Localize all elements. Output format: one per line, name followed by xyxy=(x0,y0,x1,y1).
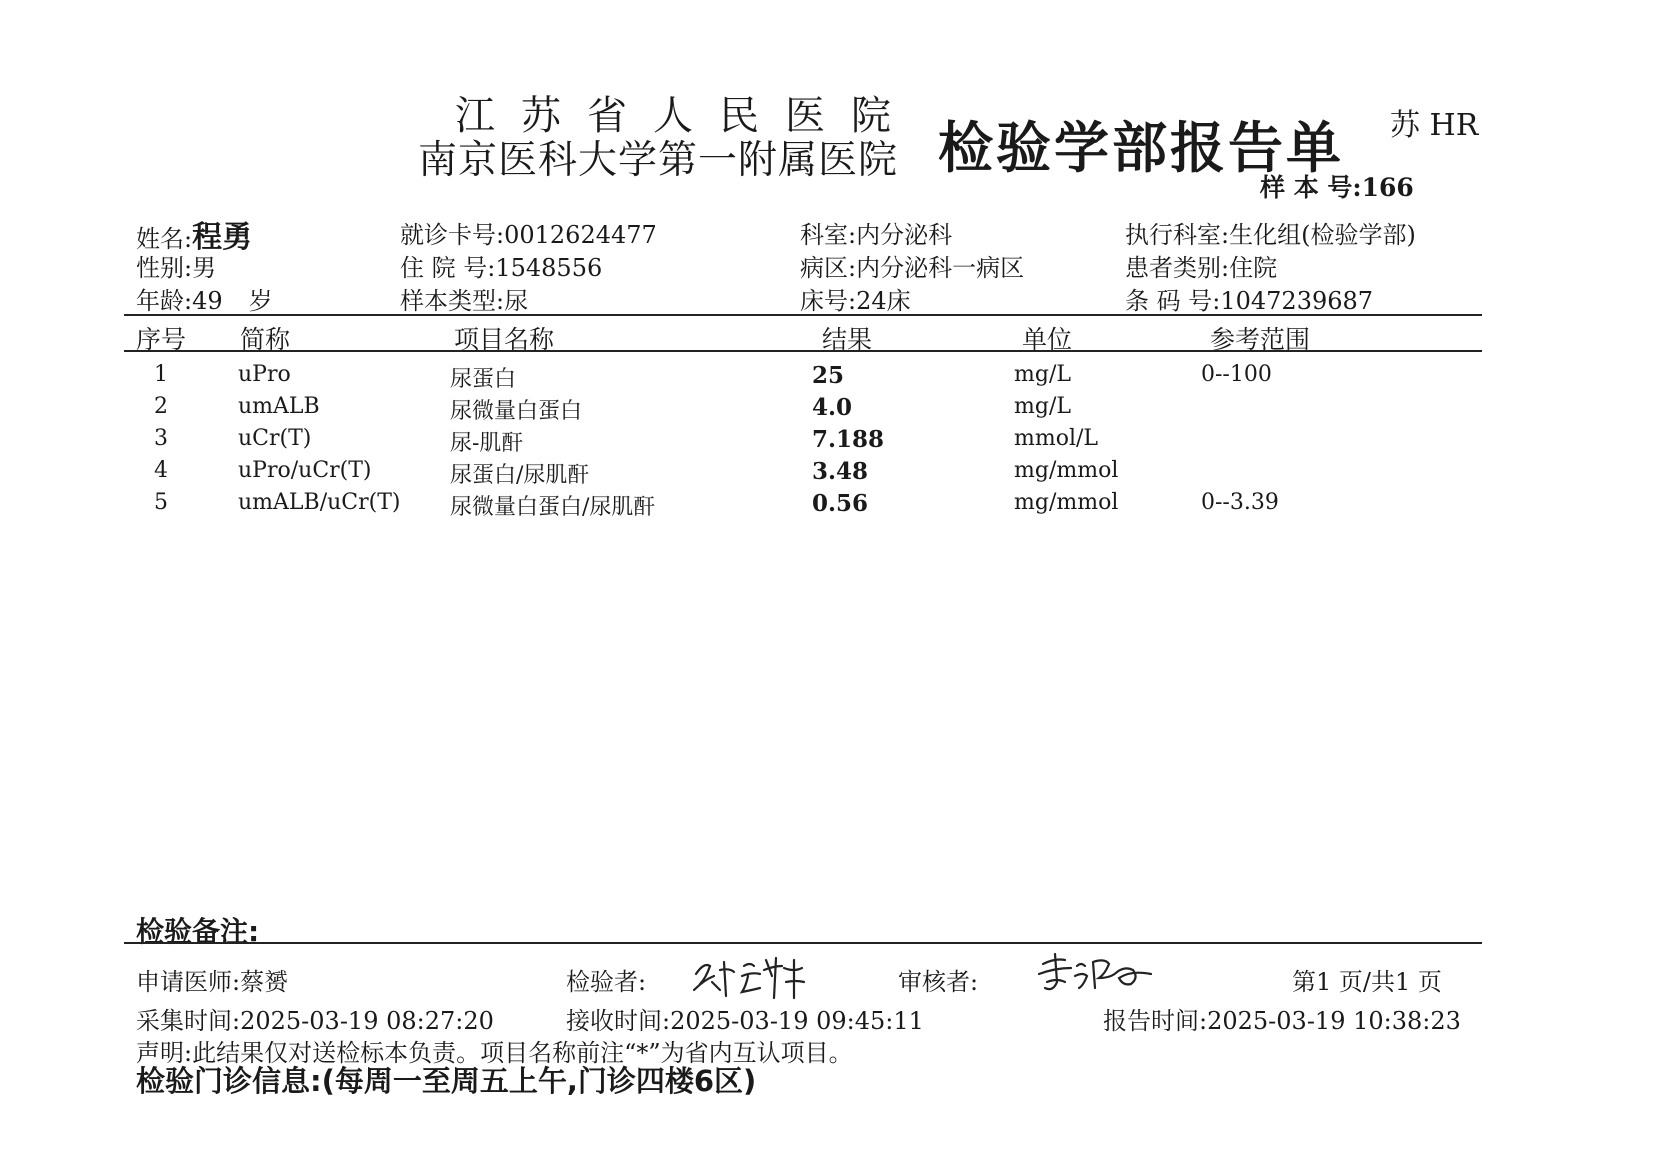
bed-number-value: 24床 xyxy=(856,287,911,315)
report-time xyxy=(1103,1001,1461,1036)
row-no: 2 xyxy=(154,394,168,419)
row-item-name: 尿-肌酐 xyxy=(450,431,524,456)
row-no: 5 xyxy=(154,490,168,515)
row-result: 7.188 xyxy=(812,426,885,453)
requesting-doctor xyxy=(136,962,288,997)
bed-number-label: 床号: xyxy=(800,287,857,315)
patient-age-value: 49 xyxy=(192,287,223,315)
row-result: 0.56 xyxy=(812,490,869,517)
tester-signature-image xyxy=(690,952,810,1002)
report-title: 检验学部报告单 xyxy=(938,116,1345,180)
row-item-name: 尿蛋白 xyxy=(450,367,517,392)
row-abbr: uPro xyxy=(238,362,291,387)
report-code: 苏 HR xyxy=(1390,108,1479,143)
row-unit: mg/L xyxy=(1014,362,1071,387)
report-time-label: 报告时间: xyxy=(1103,1007,1208,1035)
inpatient-number xyxy=(400,248,602,283)
clinic-info: 检验门诊信息:(每周一至周五上午,门诊四楼6区) xyxy=(136,1064,757,1098)
receive-time xyxy=(566,1001,924,1036)
receive-time-value: 2025-03-19 09:45:11 xyxy=(670,1007,924,1035)
row-unit: mg/mmol xyxy=(1014,490,1119,515)
row-reference-range: 0--100 xyxy=(1201,362,1272,387)
department xyxy=(800,215,952,250)
row-unit: mmol/L xyxy=(1014,426,1099,451)
patient-age-unit: 岁 xyxy=(248,287,273,315)
inpatient-number-label: 住 院 号: xyxy=(400,254,496,282)
reviewer-signature-image xyxy=(1035,948,1155,998)
header-no: 序号 xyxy=(136,325,187,354)
requesting-doctor-value: 蔡赟 xyxy=(240,968,289,996)
hospital-name-line-1: 江苏省人民医院 xyxy=(455,93,917,139)
footer-divider xyxy=(124,942,1482,944)
header-result: 结果 xyxy=(822,325,873,354)
specimen-type-label: 样本类型: xyxy=(400,287,505,315)
collection-time xyxy=(136,1001,494,1036)
row-item-name: 尿蛋白/尿肌酐 xyxy=(450,463,590,488)
specimen-type-value: 尿 xyxy=(504,287,529,315)
executing-department-label: 执行科室: xyxy=(1125,221,1230,249)
row-reference-range: 0--3.39 xyxy=(1201,490,1279,515)
header-reference-range: 参考范围 xyxy=(1210,325,1311,354)
table-row xyxy=(0,458,1653,490)
row-abbr: umALB xyxy=(238,394,320,419)
department-label: 科室: xyxy=(800,221,857,249)
collection-time-label: 采集时间: xyxy=(136,1007,241,1035)
table-row xyxy=(0,362,1653,394)
row-result: 25 xyxy=(812,362,845,389)
bed-number xyxy=(800,281,911,316)
row-unit: mg/L xyxy=(1014,394,1071,419)
reviewer-label: 审核者: xyxy=(898,968,979,996)
patient-sex xyxy=(136,248,216,283)
requesting-doctor-label: 申请医师: xyxy=(136,968,241,996)
ward-label: 病区: xyxy=(800,254,857,282)
barcode-label: 条 码 号: xyxy=(1125,287,1221,315)
patient-sex-label: 性别: xyxy=(136,254,193,282)
patient-age-label: 年龄: xyxy=(136,287,193,315)
table-row xyxy=(0,426,1653,458)
row-abbr: uPro/uCr(T) xyxy=(238,458,372,483)
sample-number-value: 166 xyxy=(1361,173,1414,202)
page-indicator: 第1 页/共1 页 xyxy=(1292,968,1442,996)
patient-name-label: 姓名: xyxy=(136,225,193,253)
department-value: 内分泌科 xyxy=(856,221,953,249)
sample-number xyxy=(1260,168,1414,204)
card-number-value: 0012624477 xyxy=(504,221,657,249)
table-top-divider xyxy=(124,314,1482,316)
sample-number-label: 样 本 号: xyxy=(1260,173,1362,202)
barcode-value: 1047239687 xyxy=(1220,287,1374,315)
executing-department-value: 生化组(检验学部) xyxy=(1229,221,1416,249)
row-item-name: 尿微量白蛋白 xyxy=(450,399,583,424)
row-result: 3.48 xyxy=(812,458,869,485)
ward-value: 内分泌科一病区 xyxy=(856,254,1025,282)
patient-age xyxy=(136,281,273,316)
row-no: 1 xyxy=(154,362,168,387)
header-abbr: 简称 xyxy=(240,325,291,354)
row-no: 4 xyxy=(154,458,168,483)
row-abbr: uCr(T) xyxy=(238,426,312,451)
row-abbr: umALB/uCr(T) xyxy=(238,490,401,515)
inpatient-number-value: 1548556 xyxy=(495,254,603,282)
card-number-label: 就诊卡号: xyxy=(400,221,505,249)
collection-time-value: 2025-03-19 08:27:20 xyxy=(240,1007,494,1035)
header-item-name: 项目名称 xyxy=(454,325,555,354)
table-header-divider xyxy=(124,350,1482,352)
specimen-type xyxy=(400,281,528,316)
table-row xyxy=(0,490,1653,522)
row-item-name: 尿微量白蛋白/尿肌酐 xyxy=(450,495,656,520)
row-result: 4.0 xyxy=(812,394,853,421)
receive-time-label: 接收时间: xyxy=(566,1007,671,1035)
hospital-name-line-2: 南京医科大学第一附属医院 xyxy=(418,138,899,183)
row-no: 3 xyxy=(154,426,168,451)
barcode xyxy=(1125,281,1373,316)
patient-type-value: 住院 xyxy=(1229,254,1278,282)
table-row xyxy=(0,394,1653,426)
executing-department xyxy=(1125,215,1416,250)
test-notes-label: 检验备注: xyxy=(136,915,260,948)
patient-type-label: 患者类别: xyxy=(1125,254,1230,282)
patient-type xyxy=(1125,248,1277,283)
row-unit: mg/mmol xyxy=(1014,458,1119,483)
report-time-value: 2025-03-19 10:38:23 xyxy=(1207,1007,1461,1035)
card-number xyxy=(400,215,657,250)
ward xyxy=(800,248,1024,283)
disclaimer-statement: 声明:此结果仅对送检标本负责。项目名称前注“*”为省内互认项目。 xyxy=(136,1039,853,1067)
patient-name-value: 程勇 xyxy=(192,220,253,255)
header-unit: 单位 xyxy=(1022,325,1073,354)
patient-sex-value: 男 xyxy=(192,254,217,282)
tester-label: 检验者: xyxy=(566,968,647,996)
